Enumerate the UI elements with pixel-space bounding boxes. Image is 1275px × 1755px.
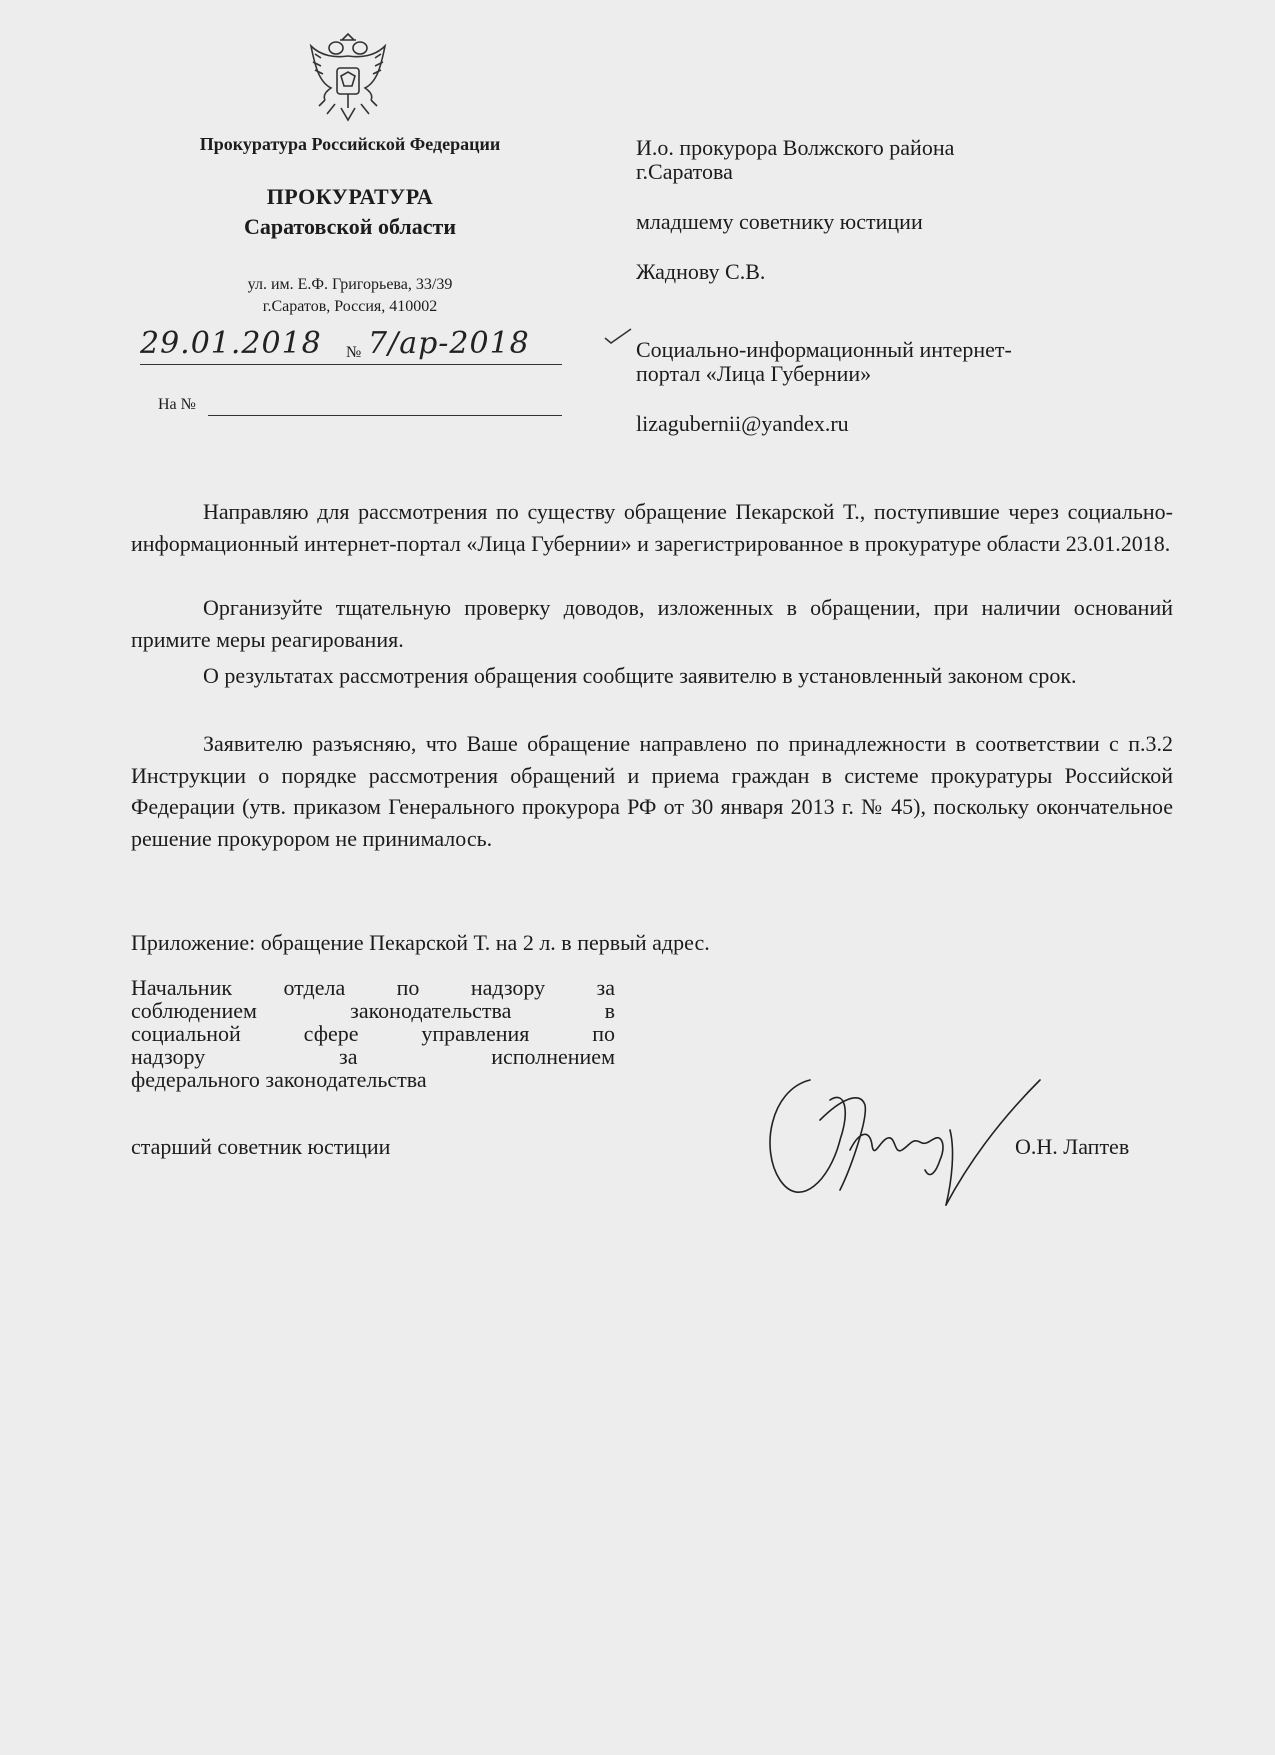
position-line: надзору за исполнением [131,1044,615,1069]
position-line: Начальник отдела по надзору за [131,975,615,1000]
position-line: соблюдением законодательства в [131,998,615,1023]
number-sign: № [346,344,362,361]
org-address-street: ул. им. Е.Ф. Григорьева, 33/39 [247,276,453,293]
body-paragraph-3 [131,660,1173,692]
org-address-city: г.Саратов, Россия, 410002 [262,298,438,315]
reply-to-underline [208,415,562,416]
paragraph-text: Направляю для рассмотрения по существу обращение Пекарской Т., поступившие через социально-информационный интернет-портал «Лица Губернии» и зарегистрированное в прокуратуре области 23.01.2018. [131,499,1173,556]
position-line: социальной сфере управления по [131,1021,615,1046]
recipient [636,136,954,184]
portal-email: lizagubernii@yandex.ru [636,411,849,436]
date-number-underline [140,364,562,365]
recipient-name: Жаднову С.В. [636,259,766,284]
body-paragraph-2 [131,592,1173,655]
portal-recipient [636,338,1012,386]
body-paragraph-4 [131,728,1173,854]
handwritten-outgoing-number: 7/ар-2018 [368,326,530,361]
russian-coat-of-arms-icon [305,26,391,134]
org-name: Прокуратура Российской Федерации [199,134,501,154]
paragraph-text: Заявителю разъясняю, что Ваше обращение направлено по принадлежности в соответствии с п.3.2 Инструкции о порядке рассмотрения обращений и приема граждан в системе прокуратуры Российской Федерации (утв. приказом Генерального прокурора РФ от 30 января 2013 г. № 45), поскольку окончательное решение прокурором не принималось. [131,731,1173,851]
paragraph-text: О результатах рассмотрения обращения сообщите заявителю в установленный законом срок. [203,663,1077,688]
handwritten-date: 29.01.2018 [140,326,322,361]
portal-line: Социально-информационный интернет- [636,337,1012,362]
handwritten-signature [750,1060,1050,1220]
recipient-rank: младшему советнику юстиции [636,209,923,234]
signatory-rank: старший советник юстиции [131,1134,391,1159]
reply-to-label: На № [158,396,196,413]
recipient-line: г.Саратова [636,159,733,184]
check-mark-icon [603,326,633,346]
org-title: ПРОКУРАТУРА [266,184,434,209]
attachment-note: Приложение: обращение Пекарской Т. на 2 л. в первый адрес. [131,930,710,955]
signatory-name: О.Н. Лаптев [1015,1134,1130,1159]
body-paragraph-1 [131,496,1173,559]
position-line: федерального законодательства [131,1067,427,1092]
org-subtitle: Саратовской области [243,214,457,239]
recipient-line: И.о. прокурора Волжского района [636,135,955,160]
portal-line: портал «Лица Губернии» [636,361,872,386]
signatory-position [131,976,615,1091]
paragraph-text: Организуйте тщательную проверку доводов, изложенных в обращении, при наличии оснований примите меры реагирования. [131,595,1173,652]
